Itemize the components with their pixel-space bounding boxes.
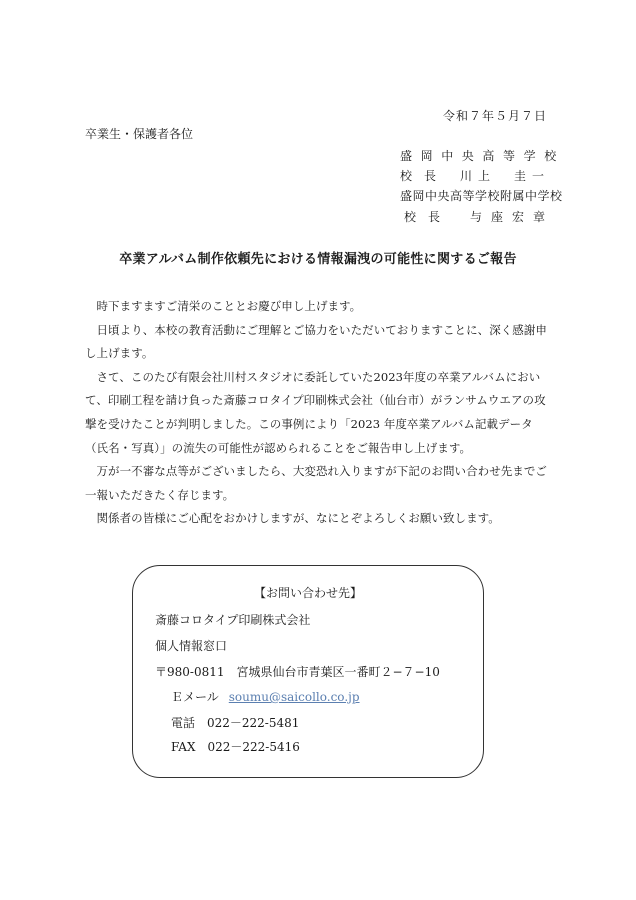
contact-department: 個人情報窓口: [155, 639, 228, 653]
contact-phone: 電話 022－222-5481: [171, 716, 300, 730]
document-title: 卒業アルバム制作依頼先における情報漏洩の可能性に関するご報告: [119, 252, 517, 267]
principal-title: 校長: [400, 169, 449, 183]
email-link[interactable]: soumu@saicollo.co.jp: [228, 690, 360, 704]
body-paragraph: 関係者の皆様にご心配をおかけしますが、なにとぞよろしくお願い致します。: [96, 511, 500, 526]
document-body: [85, 295, 555, 531]
contact-company: 斎藤コロタイプ印刷株式会社: [155, 613, 311, 627]
contact-email-row: [171, 688, 360, 705]
principal-name: 川上 圭一: [460, 169, 551, 183]
document-date: 令和７年５月７日: [443, 109, 548, 123]
sender-principal-junior: [400, 208, 554, 225]
sender-principal-high: [400, 167, 550, 184]
sender-school-high: 盛岡中央高等学校: [400, 149, 565, 163]
contact-heading: 【お問い合わせ先】: [253, 586, 362, 600]
body-paragraph: 日頃より、本校の教育活動にご理解とご協力をいただいておりますことに、深く感謝申し上げます。: [85, 322, 547, 361]
body-paragraph: 万が一不審な点等がございましたら、大変恐れ入りますが下記のお問い合わせ先までご一報いただきたく存じます。: [85, 464, 547, 502]
body-paragraph: さて、このたび有限会社川村スタジオに委託していた2023年度の卒業アルバムにおいて、印刷工程を請け負った斎藤コロタイプ印刷株式会社（仙台市）がランサムウエアの攻撃を受けたことが判明しました。この事例により「2023 年度卒業アルバム記載データ（氏名・写真）」の流失の可能性が認められることをご報告申し上げます。: [85, 369, 546, 455]
email-label: Ｅメール: [171, 690, 219, 704]
contact-box: [132, 565, 484, 778]
principal-title: 校長: [404, 210, 453, 224]
contact-address: 〒980-0811 宮城県仙台市青葉区一番町２−７−10: [155, 665, 440, 679]
contact-fax: FAX 022－222-5416: [171, 740, 300, 754]
body-paragraph: 時下ますますご清栄のこととお慶び申し上げます。: [96, 299, 362, 313]
recipients: 卒業生・保護者各位: [85, 127, 194, 141]
principal-name: 与座宏章: [470, 210, 555, 224]
sender-school-junior: 盛岡中央高等学校附属中学校: [400, 189, 563, 203]
